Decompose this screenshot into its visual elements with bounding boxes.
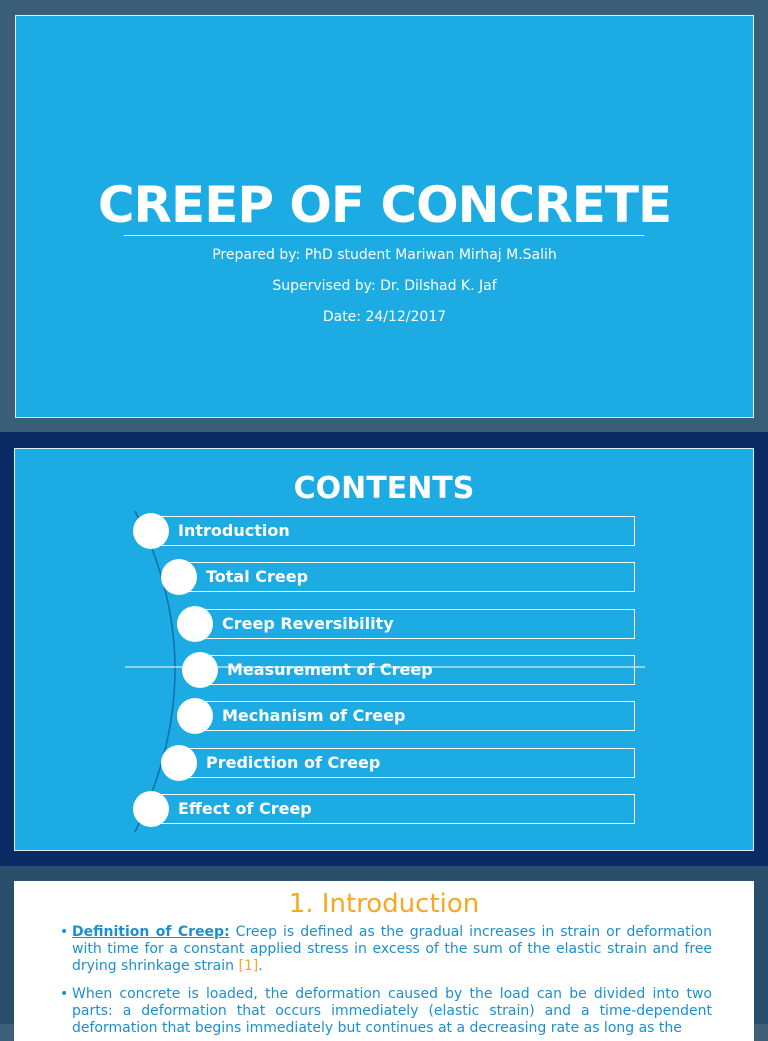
- contents-title: CONTENTS: [293, 471, 475, 506]
- definition-end: .: [258, 958, 263, 974]
- prepared-by-text: Prepared by: PhD student Mariwan Mirhaj M.Salih: [212, 247, 557, 263]
- introduction-title: 1. Introduction: [288, 889, 480, 919]
- definition-lead: Definition of Creep:: [72, 924, 230, 940]
- toc-bullet-creep-reversibility: [177, 606, 213, 642]
- toc-bullet-measurement-of-creep: [182, 652, 218, 688]
- introduction-slide[interactable]: [14, 881, 754, 1041]
- bullet-marker: •: [60, 924, 69, 940]
- citation-link[interactable]: [1]: [238, 958, 259, 974]
- toc-bullet-prediction-of-creep: [161, 745, 197, 781]
- bullet-marker: •: [60, 986, 69, 1002]
- toc-item-creep-reversibility[interactable]: Creep Reversibility: [199, 609, 635, 639]
- toc-bullet-total-creep: [161, 559, 197, 595]
- supervised-by-text: Supervised by: Dr. Dilshad K. Jaf: [272, 278, 497, 294]
- toc-item-measurement-of-creep[interactable]: Measurement of Creep: [204, 655, 635, 685]
- toc-item-effect-of-creep[interactable]: Effect of Creep: [155, 794, 635, 824]
- title-underline: [124, 235, 644, 236]
- loading-text: When concrete is loaded, the deformation caused by the load can be divided into two parts: a deformation that occurs immediately (elastic strain) and a time-dependent deformation that begins immediately but continues at a decreasing rate as long as the: [72, 986, 712, 1036]
- timeline-arc: [15, 449, 755, 852]
- definition-text: Creep is defined as the gradual increases in strain or deformation with time for a constant applied stress in excess of the sum of the elastic strain and free drying shrinkage strain: [72, 924, 712, 974]
- date-text: Date: 24/12/2017: [322, 309, 447, 325]
- presentation-title: CREEP OF CONCRETE: [97, 176, 672, 234]
- toc-bullet-mechanism-of-creep: [177, 698, 213, 734]
- toc-item-introduction[interactable]: Introduction: [155, 516, 635, 546]
- toc-bullet-effect-of-creep: [133, 791, 169, 827]
- toc-bullet-introduction: [133, 513, 169, 549]
- toc-item-total-creep[interactable]: Total Creep: [183, 562, 635, 592]
- contents-slide[interactable]: [14, 448, 754, 851]
- toc-item-mechanism-of-creep[interactable]: Mechanism of Creep: [199, 701, 635, 731]
- definition-paragraph: [60, 924, 712, 975]
- loading-paragraph: [60, 986, 712, 1037]
- toc-item-prediction-of-creep[interactable]: Prediction of Creep: [183, 748, 635, 778]
- title-slide[interactable]: [15, 15, 754, 418]
